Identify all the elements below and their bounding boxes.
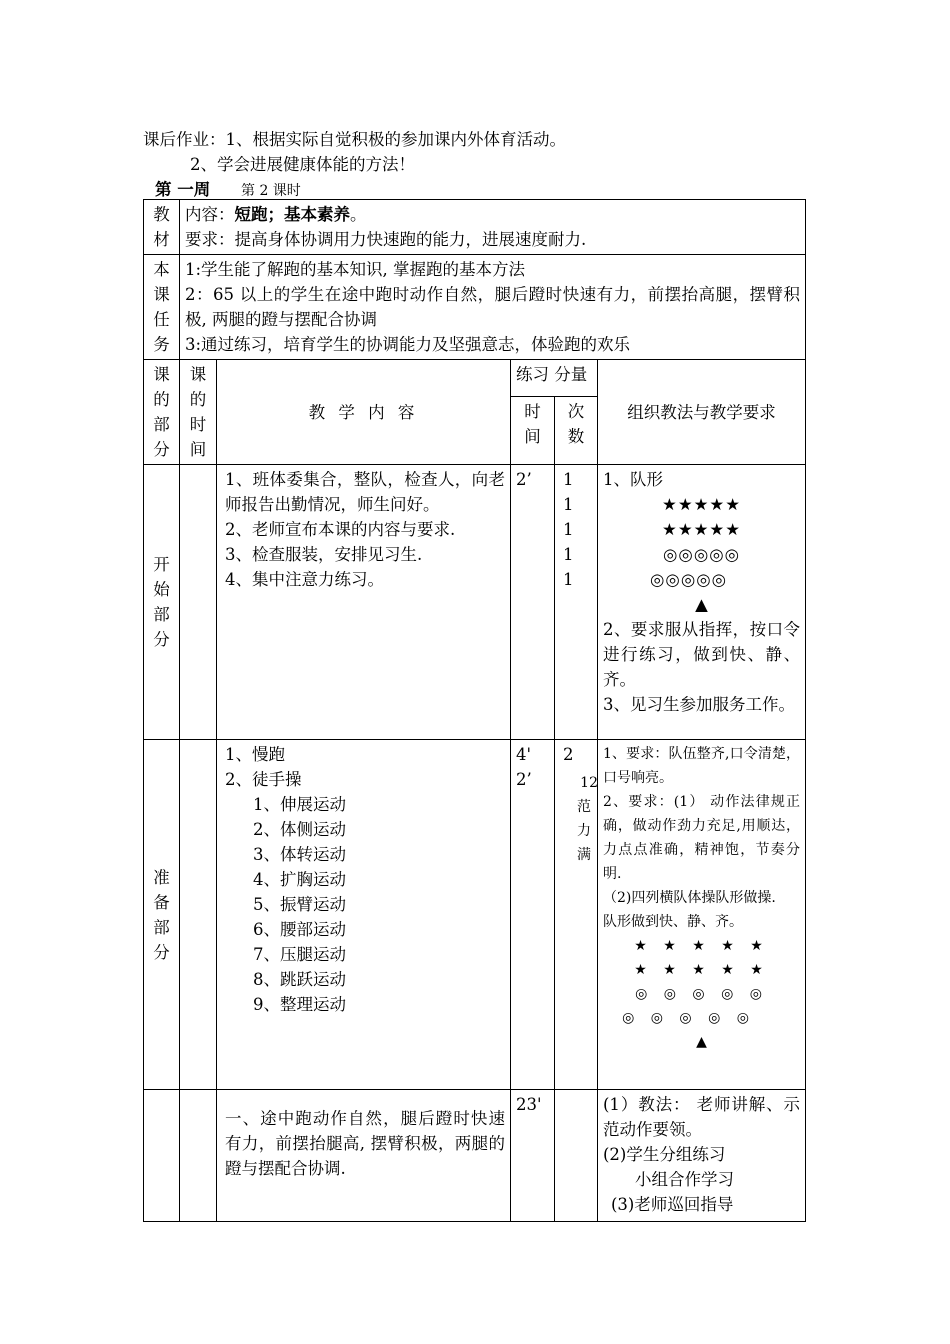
formation-row: ★ ★ ★ ★ ★ <box>634 938 769 954</box>
content-item: 1、班体委集合，整队，检查人，向老师报告出勤情况，师生问好。 <box>225 470 505 514</box>
start-method <box>598 465 806 740</box>
material-requirement: 要求：提高身体协调用力快速跑的能力，进展速度耐力. <box>185 230 587 249</box>
exercise-item: 1、伸展运动 <box>253 795 346 814</box>
method-item: 2、要求服从指挥，按口令进行练习，做到快、静、齐。 <box>603 620 801 689</box>
start-practice-time: 2’ <box>511 465 555 740</box>
content-item: 1、慢跑 <box>225 745 285 764</box>
content-item: 一、途中跑动作自然，腿后蹬时快速有力，前摆抬腿高, 摆臂积极，两腿的蹬与摆配合协调. <box>225 1109 505 1178</box>
prep-section-label: 准 备 部 分 <box>144 740 180 1090</box>
method-item: (1）教法： 老师讲解、示范动作要领。 <box>603 1095 801 1139</box>
exercise-item: 3、体转运动 <box>253 845 346 864</box>
col-part-header: 课 的 部 分 <box>144 360 180 465</box>
formation-row: ★★★★★ <box>662 520 742 539</box>
start-section-time <box>180 465 217 740</box>
method-item: （2)四列横队体操队形做操. <box>603 890 776 906</box>
material-label: 教 材 <box>144 200 180 255</box>
tasks-row <box>144 255 806 360</box>
overflow-text: 12 <box>580 775 598 791</box>
basic-section-content <box>217 1090 511 1222</box>
col-method-header: 组织教法与教学要求 <box>598 360 806 465</box>
method-item: 2、要求：(1） 动作法律规正确，做动作劲力充足,用顺达，力点点准确，精神饱，节奏分明. <box>603 794 801 882</box>
material-row <box>144 200 806 255</box>
col-practice-count-header: 次 数 <box>555 397 598 465</box>
formation-row: ◎ ◎ ◎ ◎ ◎ <box>622 1010 755 1026</box>
method-item: (3)老师巡回指导 <box>611 1195 734 1214</box>
content-item: 2、老师宣布本课的内容与要求. <box>225 520 456 539</box>
lesson-plan-table <box>143 199 806 1222</box>
content-item: 4、集中注意力练习。 <box>225 570 384 589</box>
start-section-label: 开 始 部 分 <box>144 465 180 740</box>
overflow-text: 力 <box>577 823 591 839</box>
tasks-cell <box>180 255 806 360</box>
exercise-item: 7、压腿运动 <box>253 945 346 964</box>
basic-section-row <box>144 1090 806 1222</box>
method-title: 1、队形 <box>603 470 663 489</box>
basic-practice-count <box>555 1090 598 1222</box>
formation-row: ★★★★★ <box>662 495 742 514</box>
prep-section-time <box>180 740 217 1090</box>
basic-section-label <box>144 1090 180 1222</box>
start-section-row <box>144 465 806 740</box>
start-practice-count: 1 1 1 1 1 <box>555 465 598 740</box>
exercise-item: 9、整理运动 <box>253 995 346 1014</box>
basic-method <box>598 1090 806 1222</box>
method-item: 1、要求：队伍整齐,口令清楚，口号响亮。 <box>603 746 801 786</box>
col-content-header: 教 学 内 容 <box>217 360 511 465</box>
teacher-marker: ▲ <box>696 1034 707 1050</box>
start-section-content <box>217 465 511 740</box>
task-item: 3:通过练习，培育学生的协调能力及坚强意志，体验跑的欢乐 <box>185 335 631 354</box>
material-content: 内容：短跑；基本素养。 <box>185 205 367 224</box>
material-cell <box>180 200 806 255</box>
prep-practice-count: 2 12 范 力 满 <box>555 740 598 1090</box>
col-time-header: 课 的 时 间 <box>180 360 217 465</box>
tasks-label: 本 课 任 务 <box>144 255 180 360</box>
prep-practice-time: 4' 2’ <box>511 740 555 1090</box>
overflow-text: 范 <box>577 799 591 815</box>
prep-method <box>598 740 806 1090</box>
basic-practice-time: 23' <box>511 1090 555 1222</box>
col-practice-header: 练习 分量 <box>511 360 598 397</box>
method-item: 队形做到快、静、齐。 <box>603 914 743 930</box>
method-item: (2)学生分组练习 <box>603 1145 726 1164</box>
method-item: 小组合作学习 <box>635 1170 734 1189</box>
homework-line-1: 课后作业：1、根据实际自觉积极的参加课内外体育活动。 <box>143 130 566 149</box>
exercise-item: 2、体侧运动 <box>253 820 346 839</box>
column-header-row <box>144 360 806 397</box>
method-item: 3、见习生参加服务工作。 <box>603 695 795 714</box>
teacher-marker: ▲ <box>695 595 708 614</box>
exercise-item: 4、扩胸运动 <box>253 870 346 889</box>
homework-line-2: 2、学会进展健康体能的方法！ <box>190 155 415 174</box>
content-item: 2、徒手操 <box>225 770 302 789</box>
prep-section-row <box>144 740 806 1090</box>
week-label: 第 一周 <box>155 180 211 199</box>
prep-section-content <box>217 740 511 1090</box>
overflow-text: 满 <box>577 847 591 863</box>
task-item: 1:学生能了解跑的基本知识, 掌握跑的基本方法 <box>185 260 526 279</box>
exercise-item: 5、振臂运动 <box>253 895 346 914</box>
lesson-label: 第 2 课时 <box>241 183 301 199</box>
formation-row: ◎ ◎ ◎ ◎ ◎ <box>635 986 768 1002</box>
formation-row: ◎◎◎◎◎ <box>650 570 728 589</box>
col-practice-time-header: 时 间 <box>511 397 555 465</box>
exercise-item: 6、腰部运动 <box>253 920 346 939</box>
formation-row: ◎◎◎◎◎ <box>663 545 741 564</box>
basic-section-time <box>180 1090 217 1222</box>
formation-row: ★ ★ ★ ★ ★ <box>634 962 769 978</box>
task-item: 2：65 以上的学生在途中跑时动作自然，腿后蹬时快速有力，前摆抬高腿，摆臂积极, 两腿的蹬与摆配合协调 <box>185 285 801 329</box>
exercise-item: 8、跳跃运动 <box>253 970 346 989</box>
content-item: 3、检查服装，安排见习生. <box>225 545 423 564</box>
